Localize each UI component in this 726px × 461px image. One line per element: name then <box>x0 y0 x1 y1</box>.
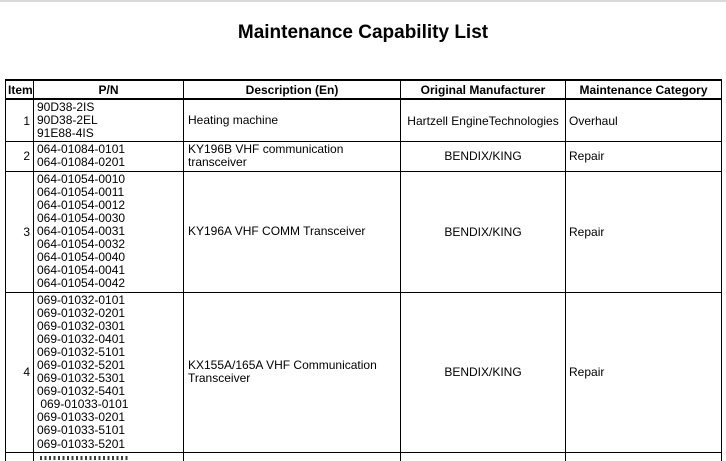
pn-line: 069-01033-0101 <box>37 397 129 412</box>
category-cell: Repair <box>566 292 722 452</box>
pn-line: 069-01033-5101 <box>37 423 126 438</box>
column-header-pn: P/N <box>34 80 184 99</box>
pn-line: 064-01054-0032 <box>37 237 126 252</box>
pn-line: 064-01054-0030 <box>37 210 126 225</box>
pn-line: 069-01032-0101 <box>37 292 126 307</box>
pn-line: 064-01084-0101 <box>37 142 126 157</box>
pn-cell <box>34 292 184 452</box>
description-cell <box>184 452 401 461</box>
maintenance-table-container <box>5 79 721 461</box>
description-cell: KY196A VHF COMM Transceiver <box>184 171 401 292</box>
table-row <box>6 171 722 292</box>
pn-line: 90D38-2IS <box>37 100 95 114</box>
item-cell: 1 <box>6 99 34 142</box>
column-header-item: Item <box>6 80 34 99</box>
column-header-manufacturer: Original Manufacturer <box>401 80 566 99</box>
maintenance-table <box>5 79 722 461</box>
pn-line: 069-01032-5401 <box>37 384 126 399</box>
clipped-text-sliver <box>40 456 130 460</box>
pn-line: 064-01054-0040 <box>37 250 126 265</box>
category-cell <box>566 452 722 461</box>
pn-line: 91E88-4IS <box>37 126 94 141</box>
pn-cell <box>34 452 184 461</box>
pn-line: 064-01054-0012 <box>37 197 126 212</box>
pn-line: 064-01054-0011 <box>37 184 125 199</box>
pn-cell <box>34 99 184 142</box>
item-cell: 3 <box>6 171 34 292</box>
item-cell: 4 <box>6 292 34 452</box>
table-row <box>6 99 722 142</box>
pn-line: 069-01033-5201 <box>37 436 126 451</box>
pn-line: 069-01032-5301 <box>37 371 126 386</box>
table-row <box>6 142 722 171</box>
pn-line: 064-01054-0042 <box>37 276 126 291</box>
manufacturer-cell: BENDIX/KING <box>401 171 566 292</box>
column-header-description: Description (En) <box>184 80 401 99</box>
category-cell: Repair <box>566 171 722 292</box>
manufacturer-cell: BENDIX/KING <box>401 292 566 452</box>
table-row <box>6 292 722 452</box>
pn-cell <box>34 142 184 171</box>
pn-line: 90D38-2EL <box>37 113 98 128</box>
item-cell: 2 <box>6 142 34 171</box>
pn-cell <box>34 171 184 292</box>
manufacturer-cell: Hartzell EngineTechnologies <box>401 99 566 142</box>
pn-line: 064-01084-0201 <box>37 155 126 170</box>
pn-line: 069-01032-0301 <box>37 318 126 333</box>
column-header-category: Maintenance Category <box>566 80 722 99</box>
description-cell: Heating machine <box>184 99 401 142</box>
table-row-partial <box>6 452 722 461</box>
pn-line: 064-01054-0031 <box>37 224 126 239</box>
pn-line: 064-01054-0041 <box>37 263 126 278</box>
item-cell <box>6 452 34 461</box>
pn-line: 069-01032-5101 <box>37 344 126 359</box>
description-cell: KY196B VHF communication transceiver <box>184 142 401 171</box>
manufacturer-cell: BENDIX/KING <box>401 142 566 171</box>
pn-line: 069-01032-0401 <box>37 331 126 346</box>
category-cell: Repair <box>566 142 722 171</box>
category-cell: Overhaul <box>566 99 722 142</box>
pn-line: 069-01033-0201 <box>37 410 126 425</box>
manufacturer-cell <box>401 452 566 461</box>
pn-line: 069-01032-0201 <box>37 305 126 320</box>
description-cell: KX155A/165A VHF Communication Transceiver <box>184 292 401 452</box>
pn-line: 064-01054-0010 <box>37 171 126 186</box>
pn-line: 069-01032-5201 <box>37 358 126 372</box>
page-title: Maintenance Capability List <box>237 22 489 43</box>
header-row <box>6 80 722 99</box>
